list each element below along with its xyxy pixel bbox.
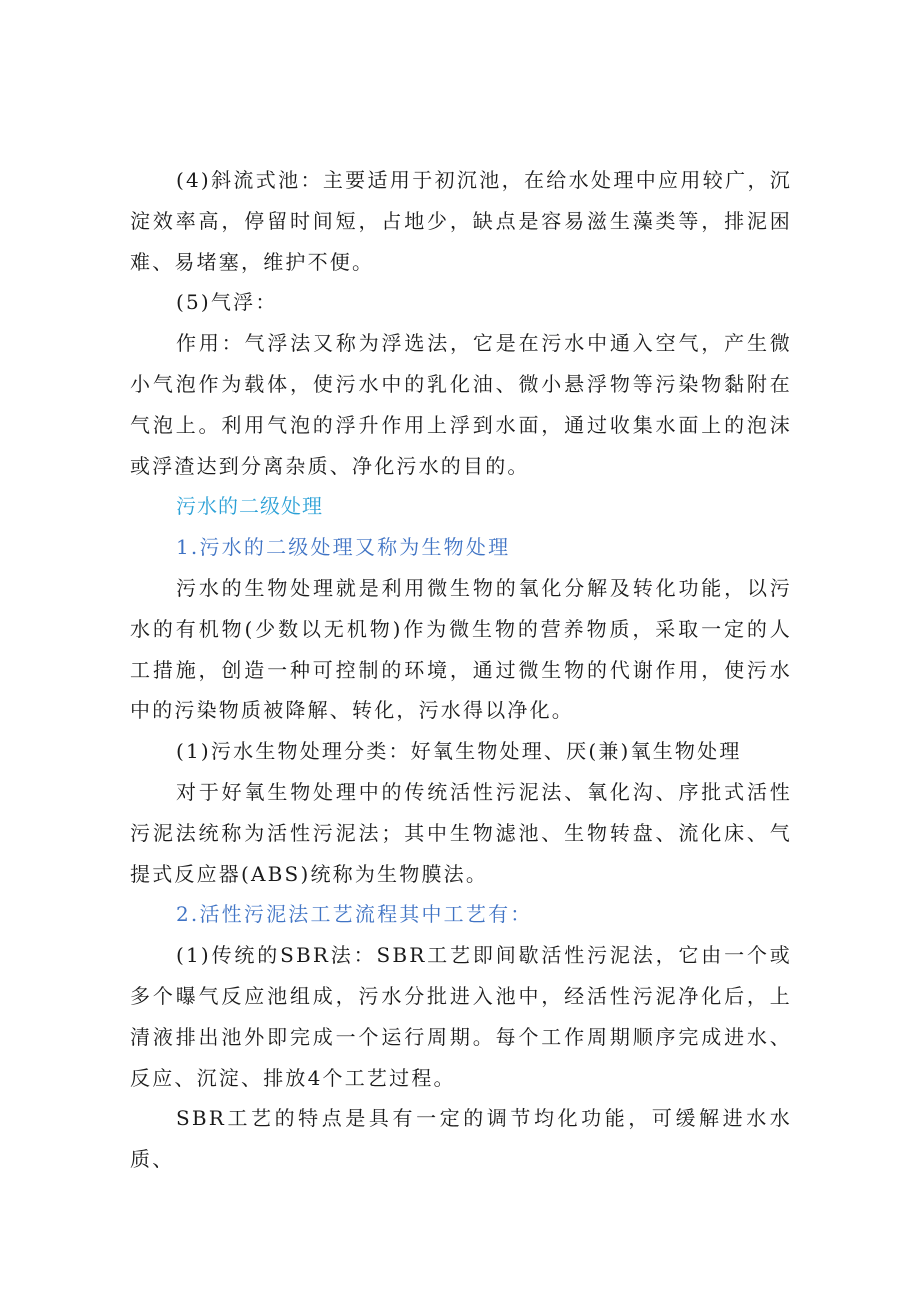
heading-activated-sludge-process: 2.活性污泥法工艺流程其中工艺有： <box>176 902 533 927</box>
paragraph-air-flotation-function: 作用：气浮法又称为浮选法，它是在污水中通入空气，产生微小气泡作为载体，使污水中的乳化油、微小悬浮物等污染物黏附在气泡上。利用气泡的浮升作用上浮到水面，通过收集水面上的泡沫或浮渣达到分离杂质、净化污水的目的。 <box>130 331 792 478</box>
paragraph-biological-treatment: 污水的生物处理就是利用微生物的氧化分解及转化功能，以污水的有机物(少数以无机物)作为微生物的营养物质，采取一定的人工措施，创造一种可控制的环境，通过微生物的代谢作用，使污水中的污染物质被降解、转化，污水得以净化。 <box>130 575 792 723</box>
section-heading-secondary-treatment: 污水的二级处理 <box>176 494 323 519</box>
paragraph-sbr-features: SBR工艺的特点是具有一定的调节均化功能，可缓解进水水质、 <box>130 1106 792 1172</box>
paragraph-inclined-tank: (4)斜流式池：主要适用于初沉池，在给水处理中应用较广，沉淀效率高，停留时间短，占地少，缺点是容易滋生藻类等，排泥困难、易堵塞，维护不便。 <box>130 168 792 274</box>
paragraph-sbr-method: (1)传统的SBR法：SBR工艺即间歇活性污泥法，它由一个或多个曝气反应池组成，污水分批进入池中，经活性污泥净化后，上清液排出池外即完成一个运行周期。每个工作周期顺序完成进水、反应、沉淀、排放4个工艺过程。 <box>130 943 792 1090</box>
paragraph-activated-sludge-biofilm: 对于好氧生物处理中的传统活性污泥法、氧化沟、序批式活性污泥法统称为活性污泥法；其中生物滤池、生物转盘、流化床、气提式反应器(ABS)统称为生物膜法。 <box>130 779 792 886</box>
heading-biological-treatment: 1.污水的二级处理又称为生物处理 <box>176 535 511 560</box>
paragraph-air-flotation-title: (5)气浮： <box>176 290 278 315</box>
paragraph-treatment-classification: (1)污水生物处理分类：好氧生物处理、厌(兼)氧生物处理 <box>176 739 742 764</box>
